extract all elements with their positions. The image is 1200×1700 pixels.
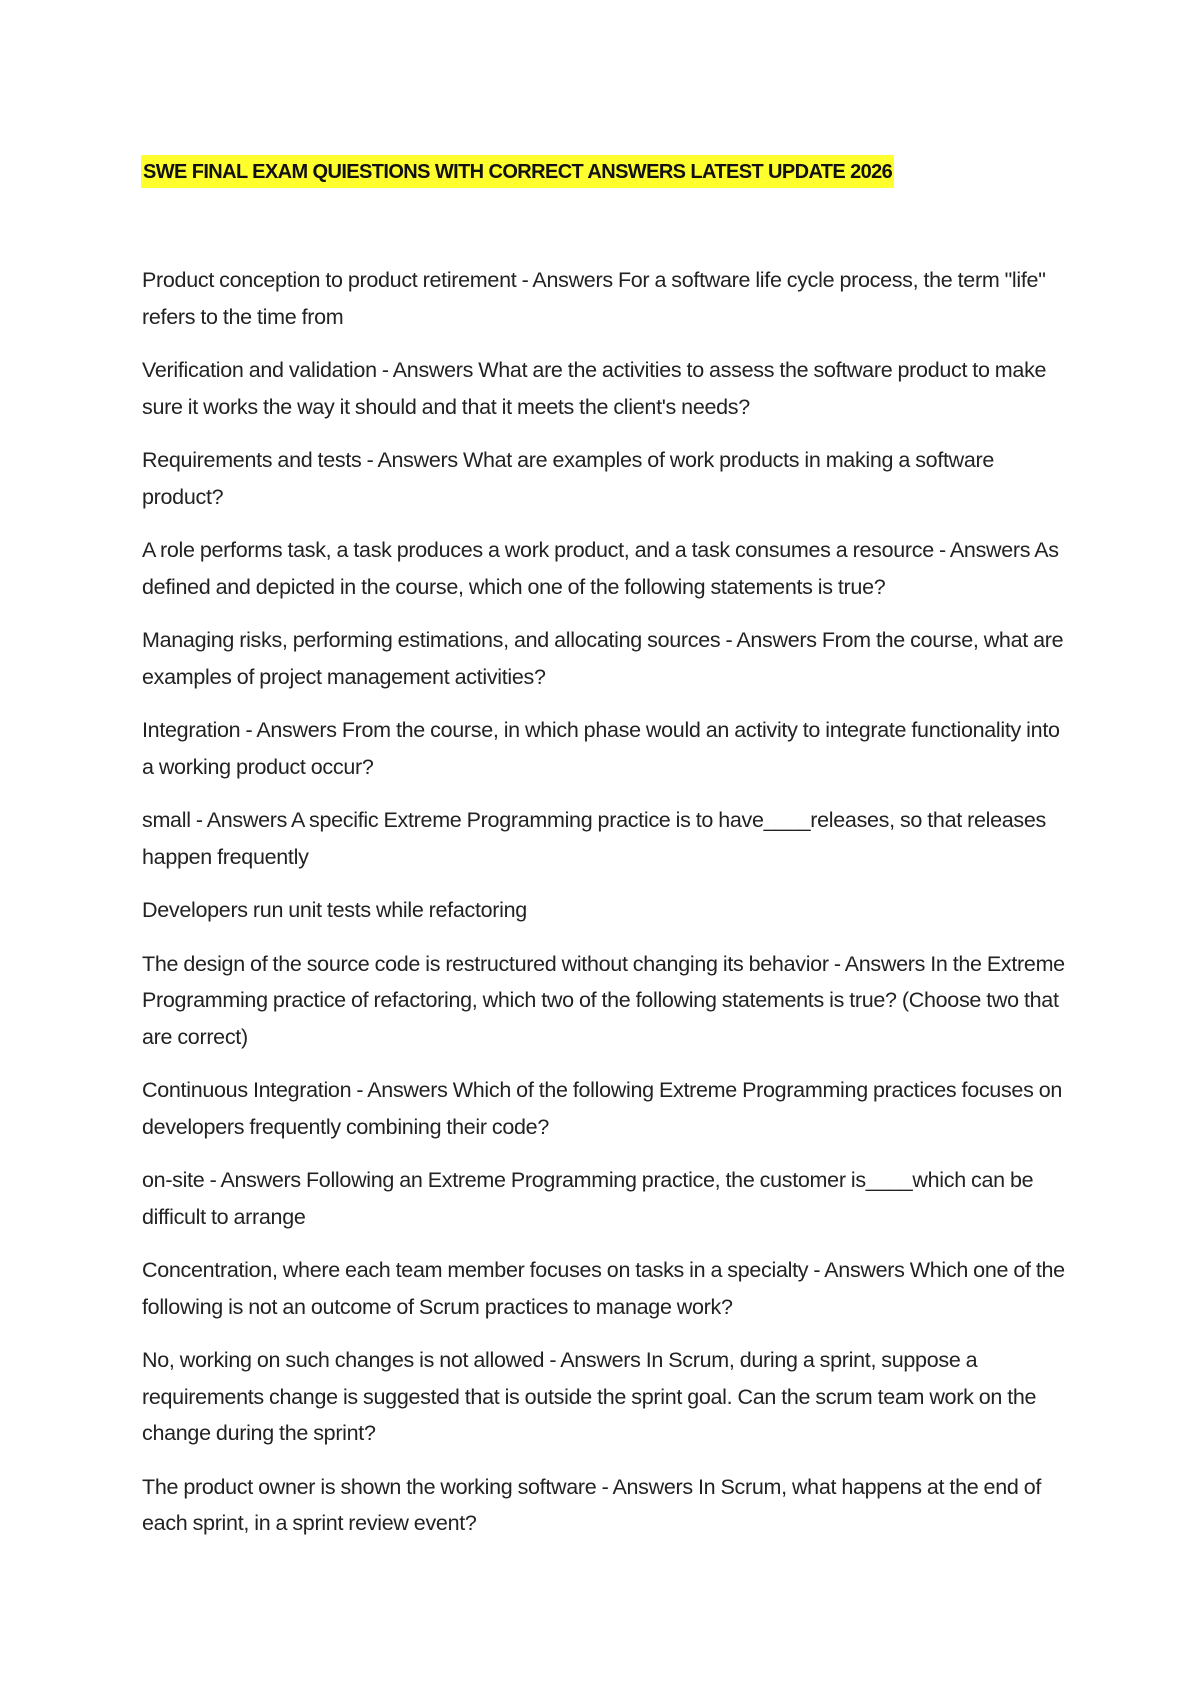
qa-entry: small - Answers A specific Extreme Programming practice is to have____releases, so that releases happen frequently bbox=[142, 808, 1046, 869]
qa-entry: Developers run unit tests while refactoring bbox=[142, 898, 527, 922]
qa-entry: Managing risks, performing estimations, and allocating sources - Answers From the course, what are examples of project management activities? bbox=[142, 628, 1064, 689]
document-title: SWE FINAL EXAM QUIESTIONS WITH CORRECT ANSWERS LATEST UPDATE 2026 bbox=[141, 155, 894, 188]
qa-entry: Concentration, where each team member focuses on tasks in a specialty - Answers Which one of the following is not an outcome of Scrum practices to manage work? bbox=[142, 1258, 1065, 1319]
qa-entry: Verification and validation - Answers What are the activities to assess the software product to make sure it works the way it should and that it meets the client's needs? bbox=[142, 358, 1047, 419]
qa-entry: Integration - Answers From the course, in which phase would an activity to integrate functionality into a working product occur? bbox=[142, 718, 1060, 779]
qa-entry: Requirements and tests - Answers What are examples of work products in making a software product? bbox=[142, 448, 995, 509]
qa-entry: The design of the source code is restructured without changing its behavior - Answers In the Extreme Programming practice of refactoring, which two of the following statements is true? (Choose two that are correct) bbox=[142, 951, 1065, 1049]
qa-entry: The product owner is shown the working software - Answers In Scrum, what happens at the end of each sprint, in a sprint review event? bbox=[142, 1474, 1042, 1535]
qa-entry: A role performs task, a task produces a work product, and a task consumes a resource - Answers As defined and depicted in the course, which one of the following statements is true? bbox=[142, 538, 1059, 599]
qa-list bbox=[142, 262, 1072, 1559]
title-container bbox=[141, 155, 894, 188]
qa-entry: Continuous Integration - Answers Which of the following Extreme Programming practices focuses on developers frequently combining their code? bbox=[142, 1078, 1063, 1139]
qa-entry: Product conception to product retirement - Answers For a software life cycle process, the term "life" refers to the time from bbox=[142, 268, 1046, 329]
qa-entry: on-site - Answers Following an Extreme Programming practice, the customer is____which can be difficult to arrange bbox=[142, 1168, 1034, 1229]
qa-entry: No, working on such changes is not allowed - Answers In Scrum, during a sprint, suppose a requirements change is suggested that is outside the sprint goal. Can the scrum team work on the change during the sprint? bbox=[142, 1348, 1037, 1445]
